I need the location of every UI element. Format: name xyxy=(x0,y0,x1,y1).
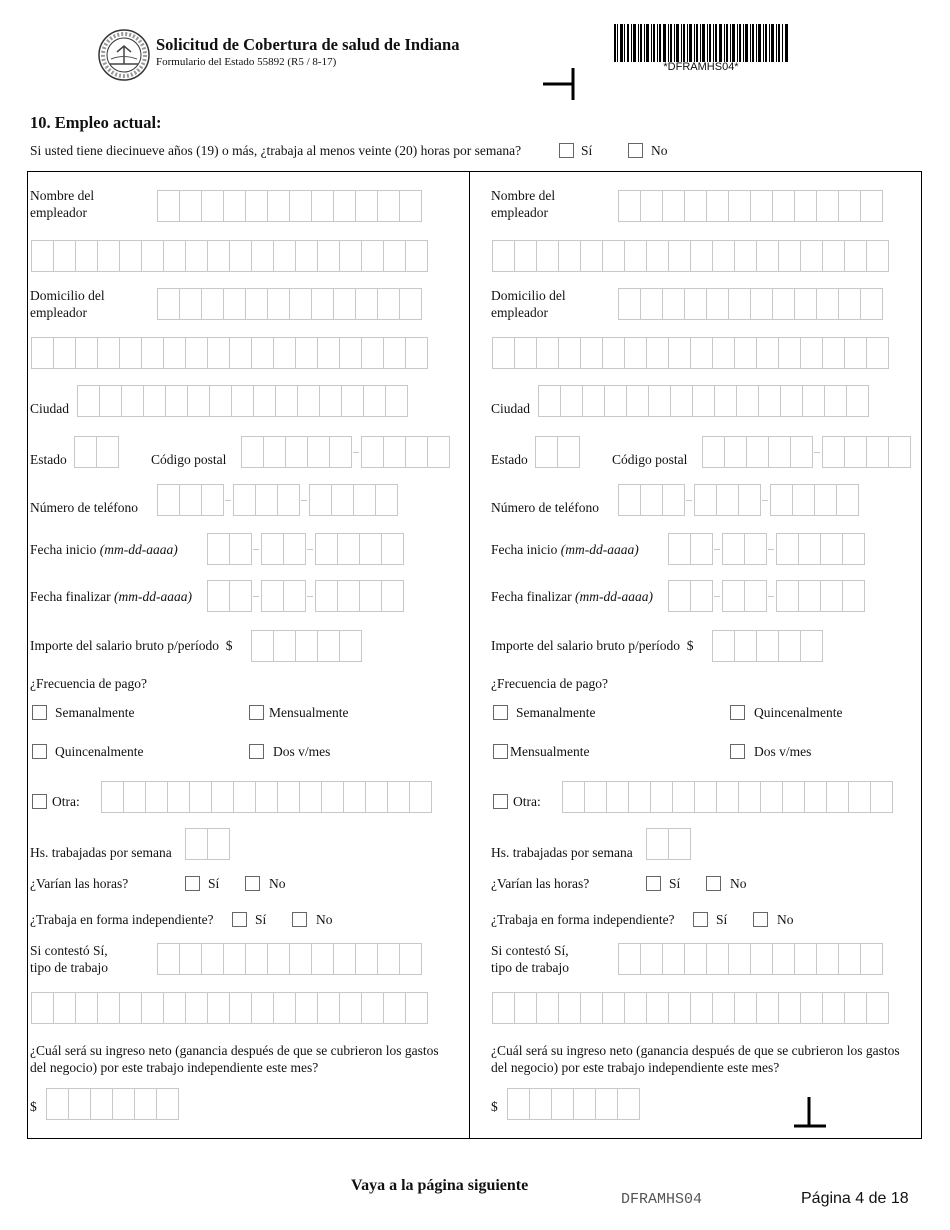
left-zip-label: Código postal xyxy=(151,452,227,467)
right-employer-name-boxes[interactable] xyxy=(618,190,882,222)
left-freq4-checkbox[interactable] xyxy=(249,744,264,759)
left-gross-wage-boxes[interactable] xyxy=(251,630,361,662)
left-freq3-checkbox[interactable] xyxy=(32,744,47,759)
age-hours-yes-checkbox[interactable] xyxy=(559,143,574,158)
right-end-date-label: Fecha finalizar (mm-dd-aaaa) xyxy=(491,589,653,604)
barcode-text: *DFRAMHS04* xyxy=(663,61,739,73)
left-phone-boxes[interactable] xyxy=(157,484,397,516)
state-seal-icon xyxy=(97,28,151,82)
left-employer-address-label: Domicilio del empleador xyxy=(30,288,105,320)
right-employer-address-boxes[interactable] xyxy=(618,288,882,320)
left-hours-vary-label: ¿Varían las horas? xyxy=(30,876,129,891)
age-hours-yes-label: Sí xyxy=(581,143,593,158)
right-net-income-boxes[interactable] xyxy=(507,1088,639,1120)
right-gross-wage-label: Importe del salario bruto p/período $ xyxy=(491,638,694,653)
right-net-income-dollar-label: $ xyxy=(491,1099,498,1114)
left-self-employed-no-checkbox[interactable] xyxy=(292,912,307,927)
left-freq4-label: Dos v/mes xyxy=(273,744,331,759)
left-other-label: Otra: xyxy=(52,794,80,809)
page-number: Página 4 de 18 xyxy=(801,1190,909,1207)
left-freq1-label: Semanalmente xyxy=(55,705,135,720)
right-phone-boxes[interactable] xyxy=(618,484,858,516)
registration-mark-bottom xyxy=(793,1095,829,1129)
age-hours-question: Si usted tiene diecinueve años (19) o más, ¿trabaja al menos veinte (20) horas por semana? xyxy=(30,143,522,158)
left-employer-name-line2-boxes[interactable] xyxy=(31,240,427,272)
footer-form-code: DFRAMHS04 xyxy=(621,1191,703,1208)
right-phone-label: Número de teléfono xyxy=(491,500,599,515)
right-freq1-checkbox[interactable] xyxy=(493,705,508,720)
left-work-type-line2-boxes[interactable] xyxy=(31,992,427,1024)
section-title: 10. Empleo actual: xyxy=(30,113,162,132)
left-employer-address-boxes[interactable] xyxy=(157,288,421,320)
left-freq1-checkbox[interactable] xyxy=(32,705,47,720)
age-hours-no-label: No xyxy=(651,143,668,158)
left-phone-label: Número de teléfono xyxy=(30,500,138,515)
left-self-employed-yes-label: Sí xyxy=(255,912,267,927)
left-net-income-dollar-label: $ xyxy=(30,1099,37,1114)
right-freq3-checkbox[interactable] xyxy=(493,744,508,759)
right-hours-vary-yes-label: Sí xyxy=(669,876,681,891)
left-self-employed-no-label: No xyxy=(316,912,333,927)
right-freq4-checkbox[interactable] xyxy=(730,744,745,759)
left-hours-vary-no-checkbox[interactable] xyxy=(245,876,260,891)
right-freq2-checkbox[interactable] xyxy=(730,705,745,720)
left-other-boxes[interactable] xyxy=(101,781,431,813)
right-hours-vary-label: ¿Varían las horas? xyxy=(491,876,590,891)
right-self-employed-label: ¿Trabaja en forma independiente? xyxy=(491,912,675,927)
left-employer-name-label: Nombre del empleador xyxy=(30,188,95,220)
left-hours-vary-yes-label: Sí xyxy=(208,876,220,891)
left-self-employed-label: ¿Trabaja en forma independiente? xyxy=(30,912,214,927)
left-work-type-label: Si contestó Sí, tipo de trabajo xyxy=(30,943,108,975)
left-hours-vary-yes-checkbox[interactable] xyxy=(185,876,200,891)
form-number: Formulario del Estado 55892 (R5 / 8-17) xyxy=(156,56,337,68)
left-freq2-checkbox[interactable] xyxy=(249,705,264,720)
left-city-label: Ciudad xyxy=(30,401,69,416)
right-zip-boxes[interactable] xyxy=(702,436,910,468)
left-self-employed-yes-checkbox[interactable] xyxy=(232,912,247,927)
right-hours-vary-yes-checkbox[interactable] xyxy=(646,876,661,891)
right-gross-wage-boxes[interactable] xyxy=(712,630,822,662)
right-state-label: Estado xyxy=(491,452,528,467)
right-state-boxes[interactable] xyxy=(535,436,579,468)
left-employer-name-boxes[interactable] xyxy=(157,190,421,222)
right-net-income-label: ¿Cuál será su ingreso neto (ganancia después de que se cubrieron los gastos del negocio) por este trabajo independiente este mes? xyxy=(491,1043,900,1075)
next-page-note: Vaya a la página siguiente xyxy=(351,1177,529,1194)
right-employer-address-label: Domicilio del empleador xyxy=(491,288,566,320)
left-start-date-boxes[interactable] xyxy=(207,533,403,565)
right-freq1-label: Semanalmente xyxy=(516,705,596,720)
right-city-label: Ciudad xyxy=(491,401,530,416)
right-start-date-boxes[interactable] xyxy=(668,533,864,565)
left-state-boxes[interactable] xyxy=(74,436,118,468)
left-state-label: Estado xyxy=(30,452,67,467)
right-work-type-boxes[interactable] xyxy=(618,943,882,975)
left-pay-frequency-label: ¿Frecuencia de pago? xyxy=(30,676,147,691)
left-gross-wage-label: Importe del salario bruto p/período $ xyxy=(30,638,233,653)
left-net-income-label: ¿Cuál será su ingreso neto (ganancia después de que se cubrieron los gastos del negocio) por este trabajo independiente este mes? xyxy=(30,1043,439,1075)
barcode-icon xyxy=(612,24,790,62)
right-other-label: Otra: xyxy=(513,794,541,809)
right-freq3-label: Mensualmente xyxy=(510,744,590,759)
left-city-boxes[interactable] xyxy=(77,385,407,417)
registration-mark-top xyxy=(541,66,577,102)
right-hours-vary-no-checkbox[interactable] xyxy=(706,876,721,891)
barcode xyxy=(612,24,790,62)
left-work-type-boxes[interactable] xyxy=(157,943,421,975)
left-freq2-label: Mensualmente xyxy=(269,705,349,720)
right-employer-name-line2-boxes[interactable] xyxy=(492,240,888,272)
right-employer-name-label: Nombre del empleador xyxy=(491,188,556,220)
right-hours-vary-no-label: No xyxy=(730,876,747,891)
header xyxy=(0,0,950,105)
left-freq3-label: Quincenalmente xyxy=(55,744,144,759)
left-hours-vary-no-label: No xyxy=(269,876,286,891)
right-city-boxes[interactable] xyxy=(538,385,868,417)
left-other-checkbox[interactable] xyxy=(32,794,47,809)
left-end-date-label: Fecha finalizar (mm-dd-aaaa) xyxy=(30,589,192,604)
right-start-date-label: Fecha inicio (mm-dd-aaaa) xyxy=(491,542,639,557)
form-title: Solicitud de Cobertura de salud de Indiana xyxy=(156,35,460,54)
right-freq2-label: Quincenalmente xyxy=(754,705,843,720)
right-self-employed-no-label: No xyxy=(777,912,794,927)
left-hours-week-boxes[interactable] xyxy=(185,828,229,860)
right-other-boxes[interactable] xyxy=(562,781,892,813)
left-zip-boxes[interactable] xyxy=(241,436,449,468)
left-employer-address-line2-boxes[interactable] xyxy=(31,337,427,369)
right-work-type-line2-boxes[interactable] xyxy=(492,992,888,1024)
right-zip-label: Código postal xyxy=(612,452,688,467)
age-hours-no-checkbox[interactable] xyxy=(628,143,643,158)
right-hours-week-boxes[interactable] xyxy=(646,828,690,860)
right-self-employed-yes-checkbox[interactable] xyxy=(693,912,708,927)
right-pay-frequency-label: ¿Frecuencia de pago? xyxy=(491,676,608,691)
right-hours-week-label: Hs. trabajadas por semana xyxy=(491,845,633,860)
left-net-income-boxes[interactable] xyxy=(46,1088,178,1120)
right-self-employed-no-checkbox[interactable] xyxy=(753,912,768,927)
right-freq4-label: Dos v/mes xyxy=(754,744,812,759)
right-end-date-boxes[interactable] xyxy=(668,580,864,612)
right-other-checkbox[interactable] xyxy=(493,794,508,809)
left-hours-week-label: Hs. trabajadas por semana xyxy=(30,845,172,860)
left-start-date-label: Fecha inicio (mm-dd-aaaa) xyxy=(30,542,178,557)
left-end-date-boxes[interactable] xyxy=(207,580,403,612)
right-self-employed-yes-label: Sí xyxy=(716,912,728,927)
right-employer-address-line2-boxes[interactable] xyxy=(492,337,888,369)
right-work-type-label: Si contestó Sí, tipo de trabajo xyxy=(491,943,569,975)
